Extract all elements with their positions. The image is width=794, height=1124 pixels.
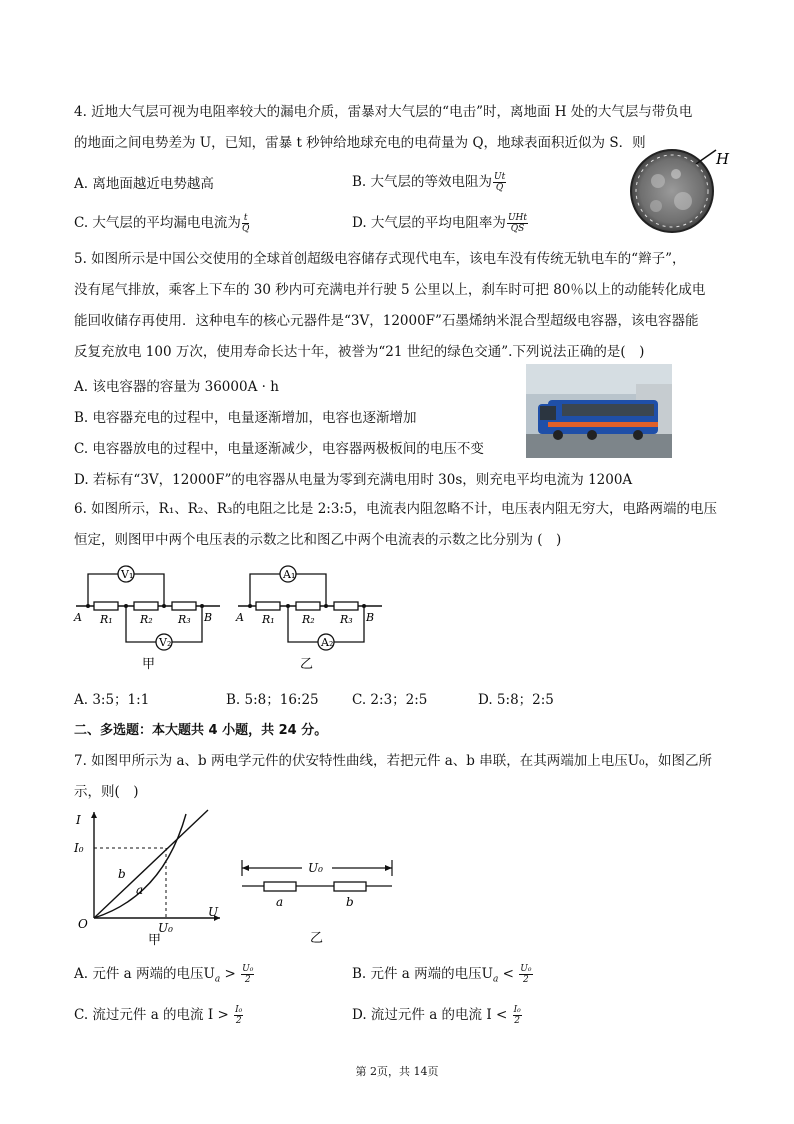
road xyxy=(526,434,672,458)
resistor-r3 xyxy=(172,602,196,610)
q7-option-a-text: A. 元件 a 两端的电压U xyxy=(74,966,215,982)
q5-stem-line2: 没有尾气排放，乘客上下车的 30 秒内可充满电并行驶 5 公里以上，刹车时可把 80％以上的动能转化成电 xyxy=(74,282,706,298)
r1-label: R₁ xyxy=(262,613,275,626)
i0-label: I₀ xyxy=(74,841,84,855)
subscript-a: a xyxy=(493,974,499,985)
element-a xyxy=(264,882,296,891)
q4-option-d-text: D. 大气层的平均电阻率为 xyxy=(352,215,506,231)
q4-option-b-fraction xyxy=(493,172,506,193)
fraction-numerator: U₀ xyxy=(520,964,532,974)
a2-label: A₂ xyxy=(321,636,334,649)
figure-yi-label: 乙 xyxy=(300,657,314,672)
a1-label: A₁ xyxy=(283,568,296,581)
element-b xyxy=(334,882,366,891)
v2-label: V₂ xyxy=(159,636,172,649)
resistor-r3 xyxy=(334,602,358,610)
curve-b xyxy=(94,810,208,918)
q4-option-c xyxy=(74,211,249,234)
q7-option-b-text: B. 元件 a 两端的电压U xyxy=(352,966,494,982)
iv-graph-jia xyxy=(68,806,228,948)
r3-label: R₃ xyxy=(178,613,191,626)
texture-blob xyxy=(650,200,662,212)
u0-arrowhead-left xyxy=(242,865,249,871)
figure-yi-label: 乙 xyxy=(310,931,324,946)
q5-option-d: D. 若标有“3V，12000F”的电容器从电量为零到充满电用时 30s，则充电平均电流为 1200A xyxy=(74,472,633,488)
fraction-denominator: 2 xyxy=(523,975,529,985)
q7-option-a-fraction xyxy=(241,964,254,985)
q7-stem-line2: 示，则( ) xyxy=(74,784,139,800)
q5-option-a: A. 该电容器的容量为 36000A · h xyxy=(74,379,279,395)
fraction-numerator: I₀ xyxy=(235,1005,243,1015)
fraction-numerator: Ut xyxy=(494,172,506,182)
earth-circle xyxy=(631,150,713,232)
origin-label: O xyxy=(78,917,88,931)
subscript-a: a xyxy=(214,974,221,985)
q5-stem-line4: 反复充放电 100 万次，使用寿命长达十年，被誉为“21 世纪的绿色交通”.下列说法正确的是( ) xyxy=(74,344,645,360)
u-axis-label: U xyxy=(208,905,219,919)
q4-option-b-text: B. 大气层的等效电阻为 xyxy=(352,174,493,190)
height-pointer xyxy=(696,150,716,164)
relation-symbol: < xyxy=(498,966,519,982)
q5-stem-line1: 5. 如图所示是中国公交使用的全球首创超级电容储存式现代电车，该电车没有传统无轨电车的“辫子”， xyxy=(74,251,686,267)
u0-label: U₀ xyxy=(308,861,323,875)
q7-option-d-text: D. 流过元件 a 的电流 I < xyxy=(352,1007,512,1023)
i-axis-arrow xyxy=(91,812,97,818)
figure-jia-label: 甲 xyxy=(142,657,156,672)
r3-label: R₃ xyxy=(340,613,353,626)
q4-option-c-text: C. 大气层的平均漏电电流为 xyxy=(74,215,241,231)
electric-bus-photo xyxy=(526,364,672,458)
q6-option-a: A. 3:5；1:1 xyxy=(74,692,150,708)
fraction-denominator: 2 xyxy=(514,1016,521,1026)
q5-option-c: C. 电容器放电的过程中，电量逐渐减少，电容器两极板间的电压不变 xyxy=(74,441,484,457)
circuit-yi xyxy=(232,560,392,672)
bus-stripe xyxy=(548,422,658,427)
q4-option-d xyxy=(352,211,528,234)
q7-option-b-fraction xyxy=(519,964,532,985)
bus-windshield xyxy=(540,406,556,420)
v1-label: V₁ xyxy=(121,568,134,581)
curve-a-label: a xyxy=(136,883,144,897)
series-diagram-yi xyxy=(240,856,400,946)
q7-option-c-text: C. 流过元件 a 的电流 I > xyxy=(74,1007,234,1023)
r2-label: R₂ xyxy=(302,613,315,626)
q4-option-c-fraction xyxy=(242,213,249,234)
curve-b-label: b xyxy=(118,867,126,881)
q7-option-a xyxy=(74,962,254,985)
q6-stem-line1: 6. 如图所示，R₁、R₂、R₃的电阻之比是 2:3:5，电流表内阻忽略不计，电压表内阻无穷大，电路两端的电压 xyxy=(74,501,718,517)
bus-windows xyxy=(562,404,654,416)
page-footer: 第 2页，共 14页 xyxy=(355,1065,439,1078)
terminal-a-label: A xyxy=(74,611,82,624)
terminal-b-label: B xyxy=(366,611,375,624)
q4-stem-line1: 4. 近地大气层可视为电阻率较大的漏电介质，雷暴对大气层的“电击”时，离地面 H 处的大气层与带负电 xyxy=(74,104,693,120)
fraction-numerator: UHt xyxy=(507,213,527,223)
element-b-label: b xyxy=(346,895,354,909)
q5-option-b: B. 电容器充电的过程中，电量逐渐增加，电容也逐渐增加 xyxy=(74,410,417,426)
terminal-a-label: A xyxy=(236,611,244,624)
q6-stem-line2: 恒定，则图甲中两个电压表的示数之比和图乙中两个电流表的示数之比分别为 ( ) xyxy=(74,532,562,548)
relation-symbol: > xyxy=(220,966,241,982)
fraction-numerator: I₀ xyxy=(513,1005,521,1015)
resistor-r2 xyxy=(134,602,158,610)
q4-stem-line2: 的地面之间电势差为 U，已知，雷暴 t 秒钟给地球充电的电荷量为 Q，地球表面积近似为 S．则 xyxy=(74,135,646,151)
resistor-r1 xyxy=(256,602,280,610)
q4-option-b xyxy=(352,170,506,193)
q6-option-d: D. 5:8；2:5 xyxy=(478,692,554,708)
texture-blob xyxy=(671,169,681,179)
terminal-b-label: B xyxy=(204,611,213,624)
fraction-denominator: Q xyxy=(241,224,250,234)
q7-option-c xyxy=(74,1003,243,1026)
fraction-denominator: 2 xyxy=(235,1016,242,1026)
q7-option-d xyxy=(352,1003,522,1026)
height-label: H xyxy=(716,150,730,168)
circuit-jia xyxy=(70,560,230,672)
q6-option-c: C. 2:3；2:5 xyxy=(352,692,428,708)
resistor-r2 xyxy=(296,602,320,610)
fraction-denominator: Q xyxy=(495,183,504,193)
resistor-r1 xyxy=(94,602,118,610)
u0-arrowhead-right xyxy=(385,865,392,871)
texture-blob xyxy=(674,192,692,210)
fraction-denominator: QS xyxy=(510,224,525,234)
u0-label: U₀ xyxy=(158,921,173,935)
bus-wheel xyxy=(587,430,597,440)
element-a-label: a xyxy=(276,895,284,909)
atmosphere-figure xyxy=(628,146,738,238)
curve-a xyxy=(94,814,186,918)
section-heading: 二、多选题：本大题共 4 小题，共 24 分。 xyxy=(74,723,328,738)
q4-option-d-fraction xyxy=(507,213,528,234)
q7-option-b xyxy=(352,962,533,985)
r2-label: R₂ xyxy=(140,613,153,626)
i-axis-label: I xyxy=(76,813,81,827)
q7-option-d-fraction xyxy=(513,1005,522,1026)
r1-label: R₁ xyxy=(100,613,113,626)
fraction-numerator: t xyxy=(243,213,248,223)
q6-option-b: B. 5:8；16:25 xyxy=(226,692,319,708)
fraction-denominator: 2 xyxy=(244,975,251,985)
fraction-numerator: U₀ xyxy=(242,964,254,974)
figure-jia-label: 甲 xyxy=(148,933,162,948)
bus-wheel xyxy=(553,430,563,440)
q4-option-a: A. 离地面越近电势越高 xyxy=(74,176,214,192)
texture-blob xyxy=(651,174,665,188)
q5-stem-line3: 能回收储存再使用．这种电车的核心元器件是“3V，12000F”石墨烯纳米混合型超级电容器，该电容器能 xyxy=(74,313,699,329)
q7-option-c-fraction xyxy=(234,1005,243,1026)
q7-stem-line1: 7. 如图甲所示为 a、b 两电学元件的伏安特性曲线，若把元件 a、b 串联，在其两端加上电压U₀，如图乙所 xyxy=(74,753,713,769)
bus-wheel xyxy=(633,430,643,440)
